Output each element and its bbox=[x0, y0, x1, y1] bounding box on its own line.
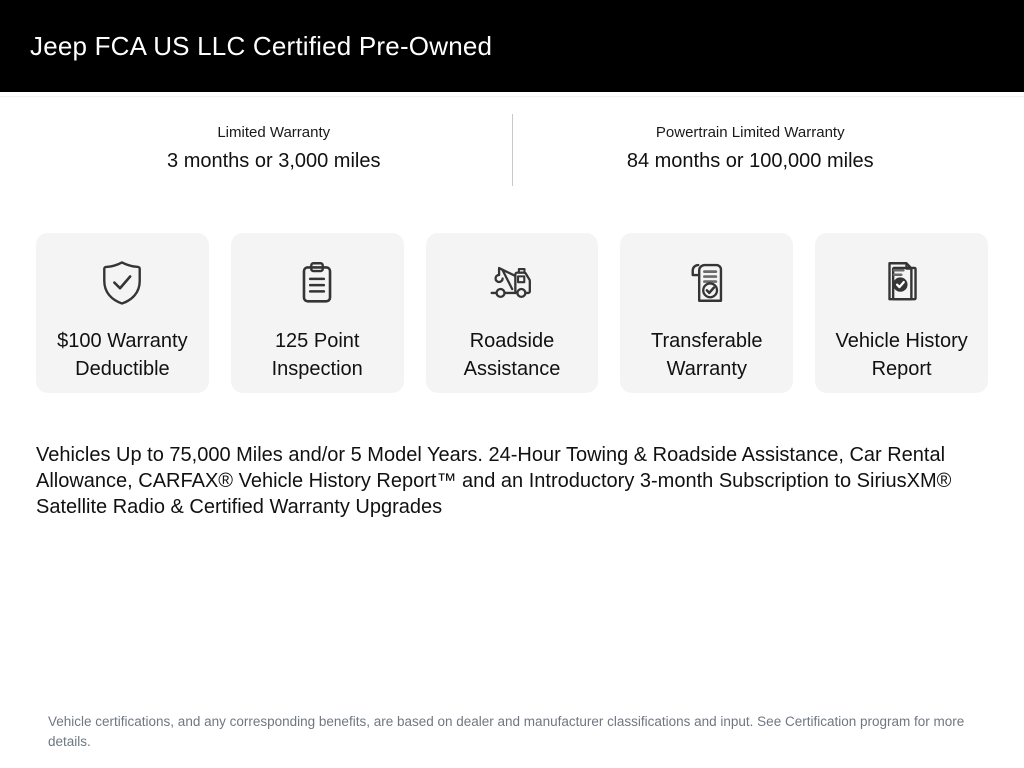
limited-warranty-label: Limited Warranty bbox=[217, 124, 331, 141]
tow-truck-icon bbox=[487, 257, 537, 312]
shield-check-icon bbox=[97, 257, 147, 312]
benefit-cards bbox=[36, 233, 988, 393]
certification-disclaimer: Vehicle certifications, and any corresponding benefits, are based on dealer and manufacturer classifications and input. See Certification program for more details. bbox=[48, 714, 965, 749]
powertrain-warranty-column bbox=[512, 114, 989, 186]
benefit-label: Transferable Warranty bbox=[651, 330, 763, 380]
benefit-card-roadside-assistance bbox=[426, 233, 599, 393]
program-description: Vehicles Up to 75,000 Miles and/or 5 Model Years. 24-Hour Towing & Roadside Assistance, Car Rental Allowance, CARFAX® Vehicle History Report™ and an Introductory 3-month Subscription to SiriusXM® Satellite Radio & Certified Warranty Upgrades bbox=[36, 444, 952, 518]
limited-warranty-value: 3 months or 3,000 miles bbox=[167, 150, 381, 172]
warranty-scroll-icon bbox=[682, 257, 732, 312]
header-divider bbox=[0, 96, 1024, 97]
benefit-label: $100 Warranty Deductible bbox=[57, 330, 188, 380]
benefit-card-point-inspection bbox=[231, 233, 404, 393]
page-header bbox=[0, 0, 1024, 92]
powertrain-warranty-value: 84 months or 100,000 miles bbox=[626, 150, 874, 172]
benefit-label: Roadside Assistance bbox=[463, 330, 561, 380]
benefit-label: Vehicle History Report bbox=[835, 330, 968, 380]
benefit-card-vehicle-history bbox=[815, 233, 988, 393]
benefit-label: 125 Point Inspection bbox=[271, 330, 363, 380]
history-report-icon bbox=[877, 257, 927, 312]
limited-warranty-column bbox=[36, 114, 512, 186]
powertrain-warranty-label: Powertrain Limited Warranty bbox=[655, 124, 845, 141]
clipboard-icon bbox=[292, 257, 342, 312]
warranty-summary bbox=[36, 114, 988, 186]
benefit-card-warranty-deductible bbox=[36, 233, 209, 393]
page-title: Jeep FCA US LLC Certified Pre-Owned bbox=[30, 30, 493, 61]
benefit-card-transferable-warranty bbox=[620, 233, 793, 393]
